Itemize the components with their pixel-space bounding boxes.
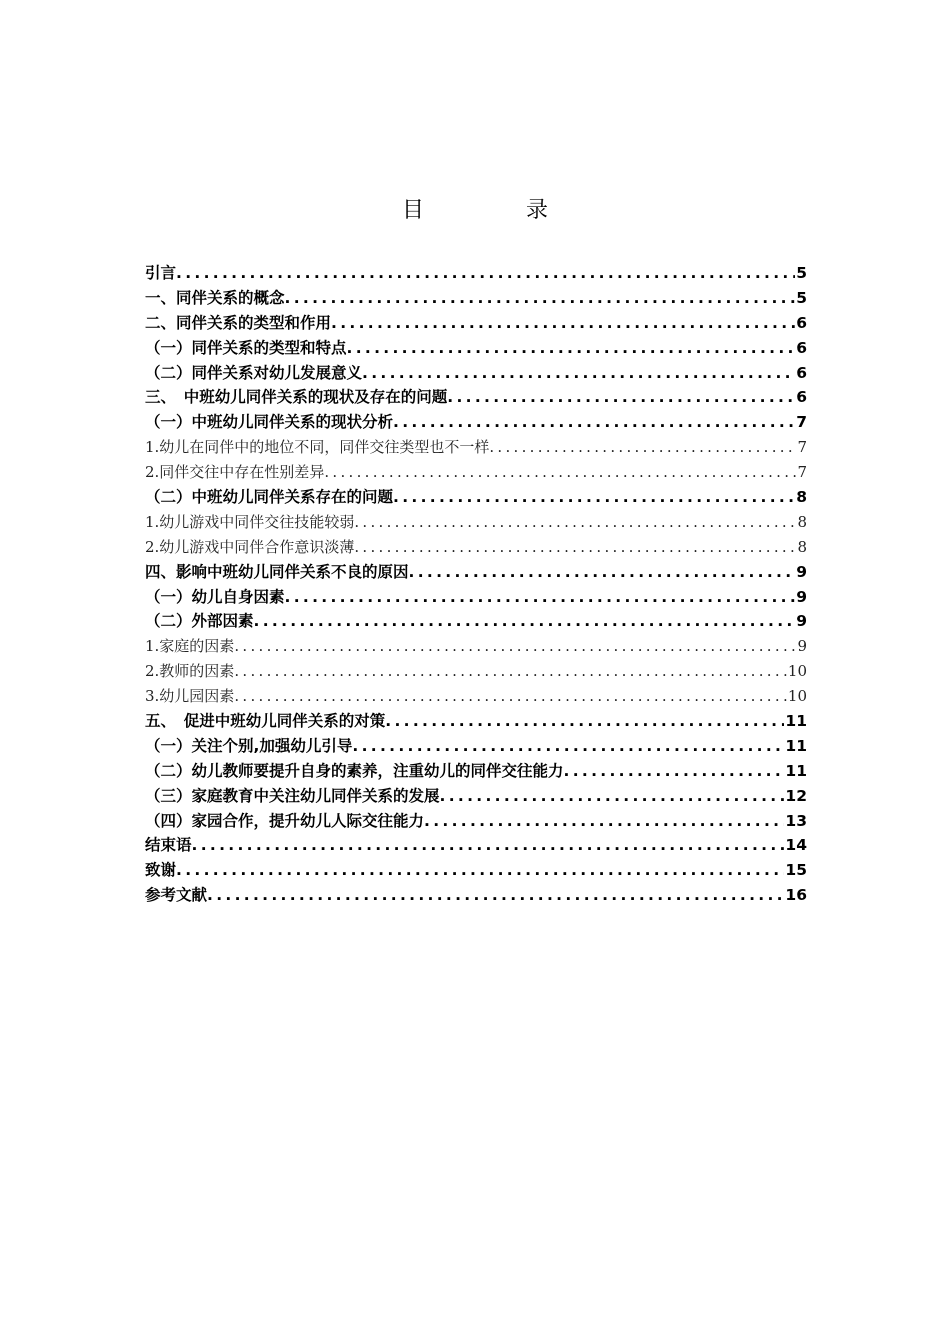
toc-entry[interactable] (145, 784, 807, 809)
toc-entry-page-number: 8 (797, 512, 807, 531)
toc-entry-text: 一、同伴关系的概念 (145, 288, 285, 307)
toc-entry-text: （二）同伴关系对幼儿发展意义 (145, 363, 363, 382)
toc-entry[interactable] (145, 385, 807, 410)
toc-entry[interactable] (145, 734, 807, 759)
dot-leader (409, 560, 796, 585)
toc-entry-page-number: 15 (785, 861, 807, 880)
dot-leader (362, 361, 795, 386)
dot-leader (489, 435, 796, 460)
dot-leader (285, 585, 796, 610)
toc-entry-page-number: 7 (797, 438, 807, 457)
toc-entry-text: 2.幼儿游戏中同伴合作意识淡薄 (145, 537, 355, 556)
toc-entry-page-number: 7 (796, 413, 807, 432)
toc-entry[interactable] (145, 609, 807, 634)
toc-entry-page-number: 9 (796, 587, 807, 606)
dot-leader (207, 883, 784, 908)
toc-entry-text: （三）家庭教育中关注幼儿同伴关系的发展 (145, 786, 440, 805)
toc-entry[interactable] (145, 585, 807, 610)
toc-entry-text: 三、 中班幼儿同伴关系的现状及存在的问题 (145, 388, 448, 407)
toc-entry-page-number: 6 (796, 363, 807, 382)
toc-entry-text: （一）同伴关系的类型和特点 (145, 338, 347, 357)
toc-entry-page-number: 10 (787, 687, 807, 706)
toc-entry-page-number: 9 (796, 562, 807, 581)
toc-entry-text: 引言 (145, 264, 177, 282)
dot-leader (331, 311, 795, 336)
toc-entry-text: 3.幼儿园因素 (145, 687, 235, 706)
toc-entry-page-number: 11 (785, 736, 807, 755)
toc-entry-page-number: 5 (796, 264, 807, 282)
toc-entry-page-number: 14 (785, 836, 807, 855)
toc-entry-page-number: 7 (797, 463, 807, 482)
toc-entry-text: 2.教师的因素 (145, 662, 235, 681)
toc-entry[interactable] (145, 560, 807, 585)
toc-entry[interactable] (145, 659, 807, 684)
toc-entry[interactable] (145, 510, 807, 535)
toc-entry[interactable] (145, 435, 807, 460)
toc-entry-text: 参考文献 (145, 886, 208, 905)
toc-title: 目 录 (401, 198, 588, 223)
toc-entry[interactable] (145, 460, 807, 485)
toc-entry-text: 五、 促进中班幼儿同伴关系的对策 (145, 712, 386, 731)
toc-entry[interactable] (145, 809, 807, 834)
toc-entry-page-number: 9 (797, 637, 807, 656)
table-of-contents (145, 261, 807, 908)
toc-entry[interactable] (145, 883, 807, 908)
toc-entry-text: 四、影响中班幼儿同伴关系不良的原因 (145, 562, 409, 581)
toc-entry[interactable] (145, 709, 807, 734)
toc-entry-text: 1.幼儿游戏中同伴交往技能较弱 (145, 512, 355, 531)
toc-entry-page-number: 12 (785, 786, 807, 805)
toc-entry-text: （二）中班幼儿同伴关系存在的问题 (145, 488, 394, 507)
toc-entry[interactable] (145, 684, 807, 709)
toc-entry[interactable] (145, 410, 807, 435)
dot-leader (385, 709, 784, 734)
toc-entry[interactable] (145, 261, 807, 286)
toc-entry[interactable] (145, 759, 807, 784)
toc-entry[interactable] (145, 634, 807, 659)
toc-entry[interactable] (145, 361, 807, 386)
toc-entry-page-number: 8 (797, 537, 807, 556)
toc-entry-page-number: 8 (796, 488, 807, 507)
dot-leader (352, 734, 784, 759)
toc-entry-page-number: 5 (796, 288, 807, 307)
dot-leader (354, 510, 796, 535)
toc-entry-page-number: 11 (785, 712, 807, 731)
toc-entry[interactable] (145, 535, 807, 560)
toc-entry[interactable] (145, 336, 807, 361)
dot-leader (176, 261, 795, 286)
dot-leader (234, 634, 796, 659)
dot-leader (324, 460, 796, 485)
dot-leader (564, 759, 785, 784)
dot-leader (285, 286, 796, 311)
dot-leader (347, 336, 796, 361)
toc-entry-text: （四）家园合作，提升幼儿人际交往能力 (145, 811, 425, 830)
toc-entry-text: 结束语 (145, 836, 192, 855)
dot-leader (254, 609, 796, 634)
toc-entry-text: 二、同伴关系的类型和作用 (145, 313, 332, 332)
toc-entry[interactable] (145, 858, 807, 883)
dot-leader (447, 385, 795, 410)
dot-leader (440, 784, 785, 809)
toc-entry-text: 2.同伴交往中存在性别差异 (145, 463, 325, 482)
toc-entry-text: 致谢 (145, 861, 177, 880)
toc-entry-page-number: 9 (796, 612, 807, 631)
dot-leader (192, 833, 785, 858)
dot-leader (393, 410, 795, 435)
toc-entry-text: （二）幼儿教师要提升自身的素养，注重幼儿的同伴交往能力 (145, 761, 564, 780)
toc-entry[interactable] (145, 833, 807, 858)
toc-entry-page-number: 11 (785, 761, 807, 780)
dot-leader (234, 684, 787, 709)
toc-entry-text: （一）中班幼儿同伴关系的现状分析 (145, 413, 394, 432)
dot-leader (176, 858, 784, 883)
toc-entry-text: （一）关注个别,加强幼儿引导 (145, 736, 353, 755)
toc-entry[interactable] (145, 311, 807, 336)
toc-entry-text: （一）幼儿自身因素 (145, 587, 285, 606)
toc-entry-page-number: 6 (796, 388, 807, 407)
dot-leader (234, 659, 787, 684)
toc-entry[interactable] (145, 286, 807, 311)
toc-entry-text: 1.幼儿在同伴中的地位不同，同伴交往类型也不一样 (145, 438, 490, 457)
toc-entry-page-number: 6 (796, 338, 807, 357)
dot-leader (354, 535, 796, 560)
toc-entry-page-number: 10 (787, 662, 807, 681)
dot-leader (393, 485, 795, 510)
dot-leader (424, 809, 784, 834)
toc-entry-text: （二）外部因素 (145, 612, 254, 631)
toc-entry[interactable] (145, 485, 807, 510)
toc-entry-text: 1.家庭的因素 (145, 637, 235, 656)
toc-entry-page-number: 16 (785, 886, 807, 905)
toc-entry-page-number: 13 (785, 811, 807, 830)
toc-entry-page-number: 6 (796, 313, 807, 332)
